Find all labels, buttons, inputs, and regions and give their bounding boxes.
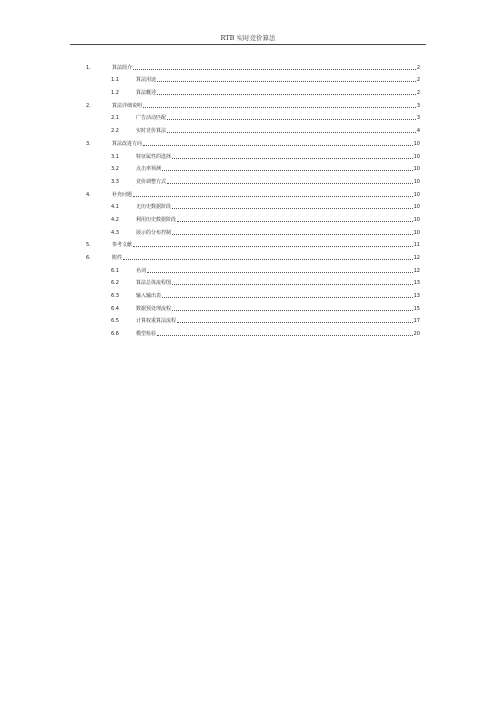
toc-entry-subsection[interactable]	[86, 286, 420, 299]
toc-entry-number: 3.3	[111, 178, 119, 185]
toc-dot-leader	[172, 234, 413, 235]
toc-entry-title: 数据预处理流程	[136, 305, 172, 312]
toc-dot-leader	[167, 183, 413, 184]
toc-entry-subsection[interactable]	[86, 109, 420, 122]
toc-entry-page-number: 10	[413, 166, 420, 173]
toc-entry-title: 广告活动匹配	[136, 115, 167, 122]
toc-dot-leader	[167, 132, 416, 133]
toc-dot-leader	[157, 94, 416, 95]
toc-entry-subsection[interactable]	[86, 198, 420, 211]
toc-dot-leader	[143, 145, 413, 146]
toc-entry-title: 算法总体流程图	[136, 280, 172, 287]
toc-entry-title: 展示的分布控制	[136, 229, 172, 236]
toc-entry-page-number: 10	[413, 140, 420, 147]
toc-entry-title: 算法改进方向	[112, 140, 143, 147]
toc-entry-number: 6.3	[111, 293, 119, 300]
toc-entry-number: 4.2	[111, 216, 119, 223]
toc-dot-leader	[167, 119, 416, 120]
toc-entry-page-number: 10	[413, 204, 420, 211]
toc-entry-page-number: 13	[413, 280, 420, 287]
toc-entry-page-number: 10	[413, 191, 420, 198]
toc-entry-title: 模型检验	[136, 331, 157, 338]
toc-entry-title: 特征属性的选择	[136, 153, 172, 160]
toc-dot-leader	[172, 158, 413, 159]
toc-dot-leader	[162, 170, 413, 171]
toc-entry-number: 1.	[86, 64, 91, 71]
toc-dot-leader	[177, 221, 413, 222]
toc-entry-page-number: 2	[416, 64, 420, 71]
toc-entry-page-number: 10	[413, 178, 420, 185]
toc-entry-title: 名词	[136, 267, 147, 274]
toc-entry-number: 6.1	[111, 267, 119, 274]
toc-entry-section[interactable]	[86, 236, 420, 249]
header-rule	[70, 44, 426, 45]
toc-dot-leader	[133, 69, 416, 70]
toc-entry-number: 2.2	[111, 128, 119, 135]
toc-entry-number: 6.2	[111, 280, 119, 287]
toc-entry-number: 6.6	[111, 331, 119, 338]
toc-dot-leader	[172, 310, 413, 311]
toc-entry-number: 3.1	[111, 153, 119, 160]
toc-entry-subsection[interactable]	[86, 274, 420, 287]
toc-entry-title: 附件	[112, 255, 123, 261]
toc-dot-leader	[177, 322, 413, 323]
toc-entry-number: 2.1	[111, 115, 119, 122]
toc-entry-page-number: 3	[416, 115, 420, 122]
toc-entry-subsection[interactable]	[86, 299, 420, 312]
toc-entry-section[interactable]	[86, 248, 420, 261]
toc-entry-title: 点击率预测	[136, 166, 162, 173]
toc-entry-number: 6.5	[111, 318, 119, 325]
toc-entry-title: 计算权重算法流程	[136, 318, 177, 325]
toc-entry-title: 参考文献	[112, 242, 133, 249]
toc-entry-page-number: 3	[416, 102, 420, 109]
toc-entry-number: 3.	[86, 140, 91, 147]
toc-entry-page-number: 10	[413, 216, 420, 223]
toc-entry-section[interactable]	[86, 185, 420, 198]
toc-entry-title: 输入输出表	[136, 293, 162, 300]
toc-entry-title: 算法简介	[112, 64, 133, 71]
toc-entry-page-number: 12	[413, 267, 420, 274]
toc-entry-number: 1.1	[111, 77, 119, 84]
toc-entry-number: 6.	[86, 255, 91, 261]
toc-entry-page-number: 13	[413, 293, 420, 300]
toc-entry-subsection[interactable]	[86, 223, 420, 236]
toc-entry-subsection[interactable]	[86, 312, 420, 325]
toc-entry-page-number: 2	[416, 90, 420, 97]
toc-entry-subsection[interactable]	[86, 121, 420, 134]
toc-entry-subsection[interactable]	[86, 172, 420, 185]
toc-entry-subsection[interactable]	[86, 261, 420, 274]
toc-entry-title: 算法用途	[136, 77, 157, 84]
toc-dot-leader	[172, 208, 413, 209]
toc-dot-leader	[172, 284, 413, 285]
toc-entry-title: 利用历史数据阶段	[136, 216, 177, 223]
toc-entry-title: 算法概述	[136, 90, 157, 97]
toc-dot-leader	[157, 81, 416, 82]
toc-entry-subsection[interactable]	[86, 324, 420, 337]
toc-entry-number: 5.	[86, 242, 91, 249]
toc-entry-page-number: 10	[413, 153, 420, 160]
toc-entry-page-number: 17	[413, 318, 420, 325]
toc-entry-section[interactable]	[86, 134, 420, 147]
toc-dot-leader	[157, 335, 413, 336]
toc-entry-title: 算法详细说明	[112, 102, 143, 109]
toc-dot-leader	[123, 259, 413, 260]
toc-entry-number: 4.3	[111, 229, 119, 236]
toc-entry-title: 补充问题	[112, 191, 133, 198]
toc-entry-subsection[interactable]	[86, 210, 420, 223]
toc-entry-title: 无历史数据阶段	[136, 204, 172, 211]
toc-entry-page-number: 20	[413, 331, 420, 338]
toc-entry-page-number: 12	[413, 255, 420, 261]
table-of-contents	[86, 58, 420, 337]
toc-entry-title: 实时竞价算法	[136, 128, 167, 135]
toc-dot-leader	[143, 107, 416, 108]
toc-entry-title: 竞价调整方式	[136, 178, 167, 185]
toc-entry-page-number: 2	[416, 77, 420, 84]
toc-entry-number: 1.2	[111, 90, 119, 97]
toc-entry-subsection[interactable]	[86, 147, 420, 160]
toc-dot-leader	[162, 297, 413, 298]
toc-entry-page-number: 11	[413, 242, 420, 249]
toc-entry-subsection[interactable]	[86, 83, 420, 96]
toc-dot-leader	[147, 272, 413, 273]
toc-entry-number: 4.1	[111, 204, 119, 211]
toc-dot-leader	[133, 196, 413, 197]
toc-entry-section[interactable]	[86, 58, 420, 71]
toc-dot-leader	[133, 246, 413, 247]
toc-entry-number: 2.	[86, 102, 91, 109]
toc-entry-section[interactable]	[86, 96, 420, 109]
toc-entry-page-number: 15	[413, 305, 420, 312]
toc-entry-subsection[interactable]	[86, 71, 420, 84]
toc-entry-number: 6.4	[111, 305, 119, 312]
toc-entry-page-number: 4	[416, 128, 420, 135]
toc-entry-page-number: 10	[413, 229, 420, 236]
toc-entry-number: 4.	[86, 191, 91, 198]
page-header-title: RTB 实时竞价算法	[220, 34, 276, 42]
toc-entry-number: 3.2	[111, 166, 119, 173]
toc-entry-subsection[interactable]	[86, 160, 420, 173]
